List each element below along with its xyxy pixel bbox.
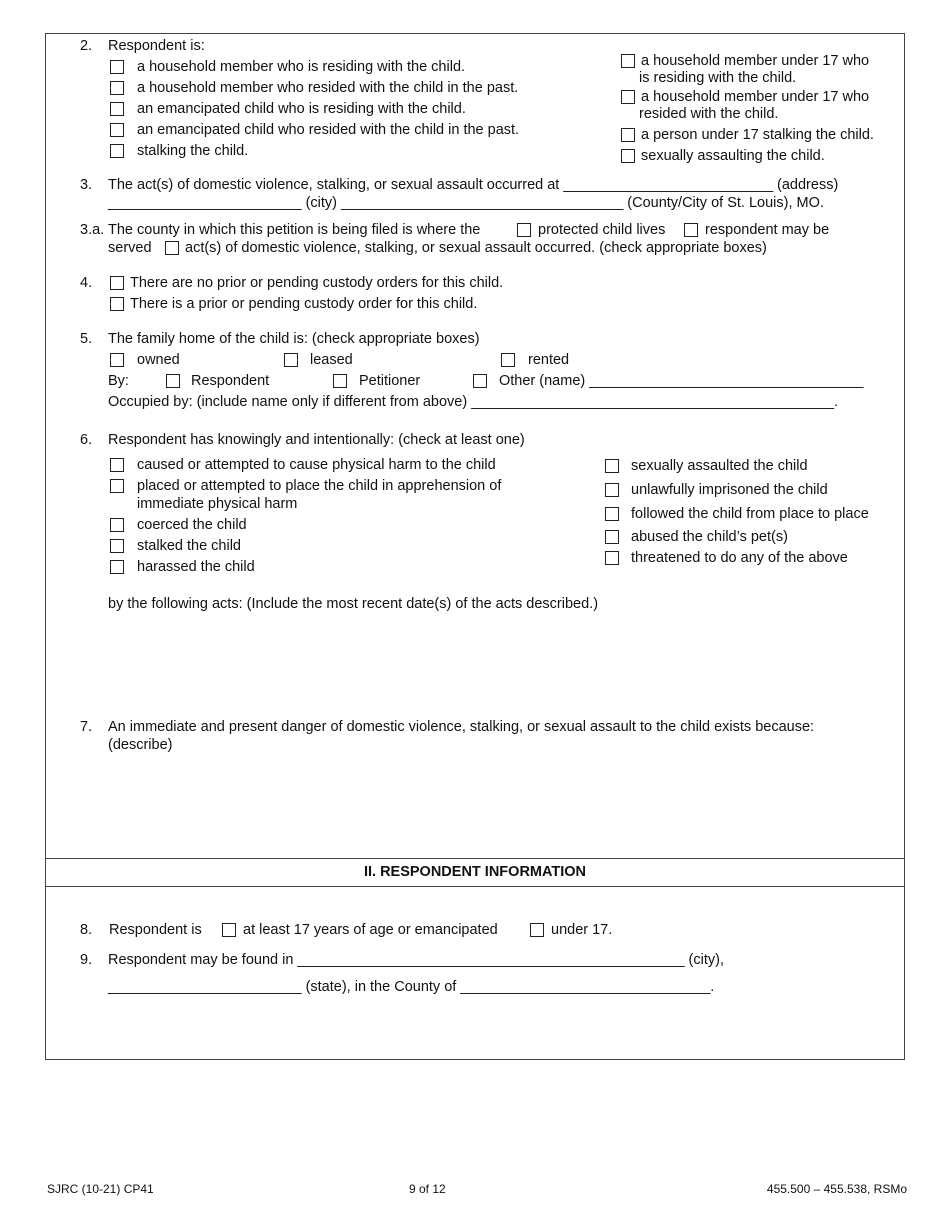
checkbox-stalked[interactable] (110, 539, 124, 553)
option-label: act(s) of domestic violence, stalking, or sexual assault occurred. (check appropriate boxes) (185, 240, 767, 256)
item-8-label: Respondent is (109, 922, 202, 938)
item-7-line2: (describe) (108, 737, 173, 753)
checkbox-under17-residing[interactable] (621, 54, 635, 68)
option-label: Petitioner (359, 373, 421, 389)
other-name-field[interactable]: Other (name) __________________________________ (499, 373, 864, 389)
section-header-respondent-information: II. RESPONDENT INFORMATION (45, 858, 905, 887)
option-label: rented (528, 352, 570, 368)
checkbox-no-custody-orders[interactable] (110, 276, 124, 290)
checkbox-abused-pets[interactable] (605, 530, 619, 544)
item-3a-text: The county in which this petition is being filed is where the (108, 222, 481, 238)
checkbox-sexually-assaulting[interactable] (621, 149, 635, 163)
checkbox-at-least-17[interactable] (222, 923, 236, 937)
item-7-number: 7. (80, 719, 93, 735)
checkbox-coerced[interactable] (110, 518, 124, 532)
item-3-line2[interactable]: ________________________ (city) ___________________________________ (County/City of St. Louis), MO. (108, 195, 824, 211)
option-label: caused or attempted to cause physical harm to the child (137, 457, 496, 473)
checkbox-followed[interactable] (605, 507, 619, 521)
checkbox-by-other[interactable] (473, 374, 487, 388)
option-label: leased (310, 352, 353, 368)
checkbox-owned[interactable] (110, 353, 124, 367)
checkbox-acts-occurred[interactable] (165, 241, 179, 255)
occupied-by-field[interactable]: Occupied by: (include name only if different from above) _____________________________________________. (108, 394, 839, 410)
option-label: protected child lives (538, 222, 666, 238)
option-label: harassed the child (137, 559, 255, 575)
option-label: a household member under 17 who (641, 53, 870, 69)
checkbox-by-petitioner[interactable] (333, 374, 347, 388)
option-label: stalking the child. (137, 143, 249, 159)
checkbox-household-resided[interactable] (110, 81, 124, 95)
checkbox-by-respondent[interactable] (166, 374, 180, 388)
option-label: owned (137, 352, 180, 368)
checkbox-under17-stalking[interactable] (621, 128, 635, 142)
option-label: placed or attempted to place the child in apprehension of (137, 478, 502, 494)
item-3-line1[interactable]: The act(s) of domestic violence, stalking, or sexual assault occurred at __________________________ (address) (108, 177, 839, 193)
option-label-cont: is residing with the child. (639, 70, 797, 86)
item-5-number: 5. (80, 331, 93, 347)
item-2-number: 2. (80, 38, 93, 54)
option-label: unlawfully imprisoned the child (631, 482, 828, 498)
checkbox-physical-harm[interactable] (110, 458, 124, 472)
option-label: a household member who is residing with the child. (137, 59, 466, 75)
item-9-number: 9. (80, 952, 93, 968)
option-label-cont: immediate physical harm (137, 496, 298, 512)
checkbox-apprehension[interactable] (110, 479, 124, 493)
item-5-label: The family home of the child is: (check appropriate boxes) (108, 331, 480, 347)
option-label-cont: resided with the child. (639, 106, 779, 122)
item-8-number: 8. (80, 922, 93, 938)
item-3a-text2: served (108, 240, 152, 256)
option-label: a person under 17 stalking the child. (641, 127, 874, 143)
item-9-line2[interactable]: ________________________ (state), in the County of _______________________________. (108, 979, 715, 995)
checkbox-stalking[interactable] (110, 144, 124, 158)
footer-page-number: 9 of 12 (409, 1182, 446, 1196)
option-label: stalked the child (137, 538, 241, 554)
option-label: sexually assaulted the child (631, 458, 808, 474)
option-label: There are no prior or pending custody orders for this child. (130, 275, 504, 291)
item-7-line1: An immediate and present danger of domestic violence, stalking, or sexual assault to the child exists because: (108, 719, 815, 735)
item-2-label: Respondent is: (108, 38, 205, 54)
checkbox-emancipated-residing[interactable] (110, 102, 124, 116)
item-3a-number: 3.a. (80, 222, 105, 238)
checkbox-under17-resided[interactable] (621, 90, 635, 104)
checkbox-prior-custody-order[interactable] (110, 297, 124, 311)
option-label: a household member under 17 who (641, 89, 870, 105)
footer-statute: 455.500 – 455.538, RSMo (766, 1182, 907, 1196)
checkbox-unlawfully-imprisoned[interactable] (605, 483, 619, 497)
item-9-line1[interactable]: Respondent may be found in ________________________________________________ (city), (108, 952, 724, 968)
checkbox-leased[interactable] (284, 353, 298, 367)
option-label: sexually assaulting the child. (641, 148, 825, 164)
item-6-number: 6. (80, 432, 93, 448)
checkbox-rented[interactable] (501, 353, 515, 367)
option-label: abused the child’s pet(s) (631, 529, 788, 545)
footer-form-id: SJRC (10-21) CP41 (47, 1182, 154, 1196)
item-3-number: 3. (80, 177, 93, 193)
option-label: under 17. (551, 922, 613, 938)
option-label: a household member who resided with the child in the past. (137, 80, 519, 96)
item-6-label: Respondent has knowingly and intentionally: (check at least one) (108, 432, 525, 448)
option-label: an emancipated child who is residing with the child. (137, 101, 466, 117)
by-label: By: (108, 373, 129, 389)
option-label: followed the child from place to place (631, 506, 869, 522)
option-label: There is a prior or pending custody order for this child. (130, 296, 478, 312)
item-4-number: 4. (80, 275, 93, 291)
checkbox-protected-child-lives[interactable] (517, 223, 531, 237)
checkbox-respondent-served[interactable] (684, 223, 698, 237)
option-label: coerced the child (137, 517, 247, 533)
checkbox-harassed[interactable] (110, 560, 124, 574)
checkbox-emancipated-resided[interactable] (110, 123, 124, 137)
checkbox-sexually-assaulted[interactable] (605, 459, 619, 473)
item-6-acts-prompt: by the following acts: (Include the most recent date(s) of the acts described.) (108, 596, 599, 612)
checkbox-household-residing[interactable] (110, 60, 124, 74)
option-label: respondent may be (705, 222, 830, 238)
checkbox-under-17[interactable] (530, 923, 544, 937)
option-label: an emancipated child who resided with the child in the past. (137, 122, 520, 138)
option-label: at least 17 years of age or emancipated (243, 922, 498, 938)
checkbox-threatened[interactable] (605, 551, 619, 565)
option-label: Respondent (191, 373, 270, 389)
option-label: threatened to do any of the above (631, 550, 848, 566)
